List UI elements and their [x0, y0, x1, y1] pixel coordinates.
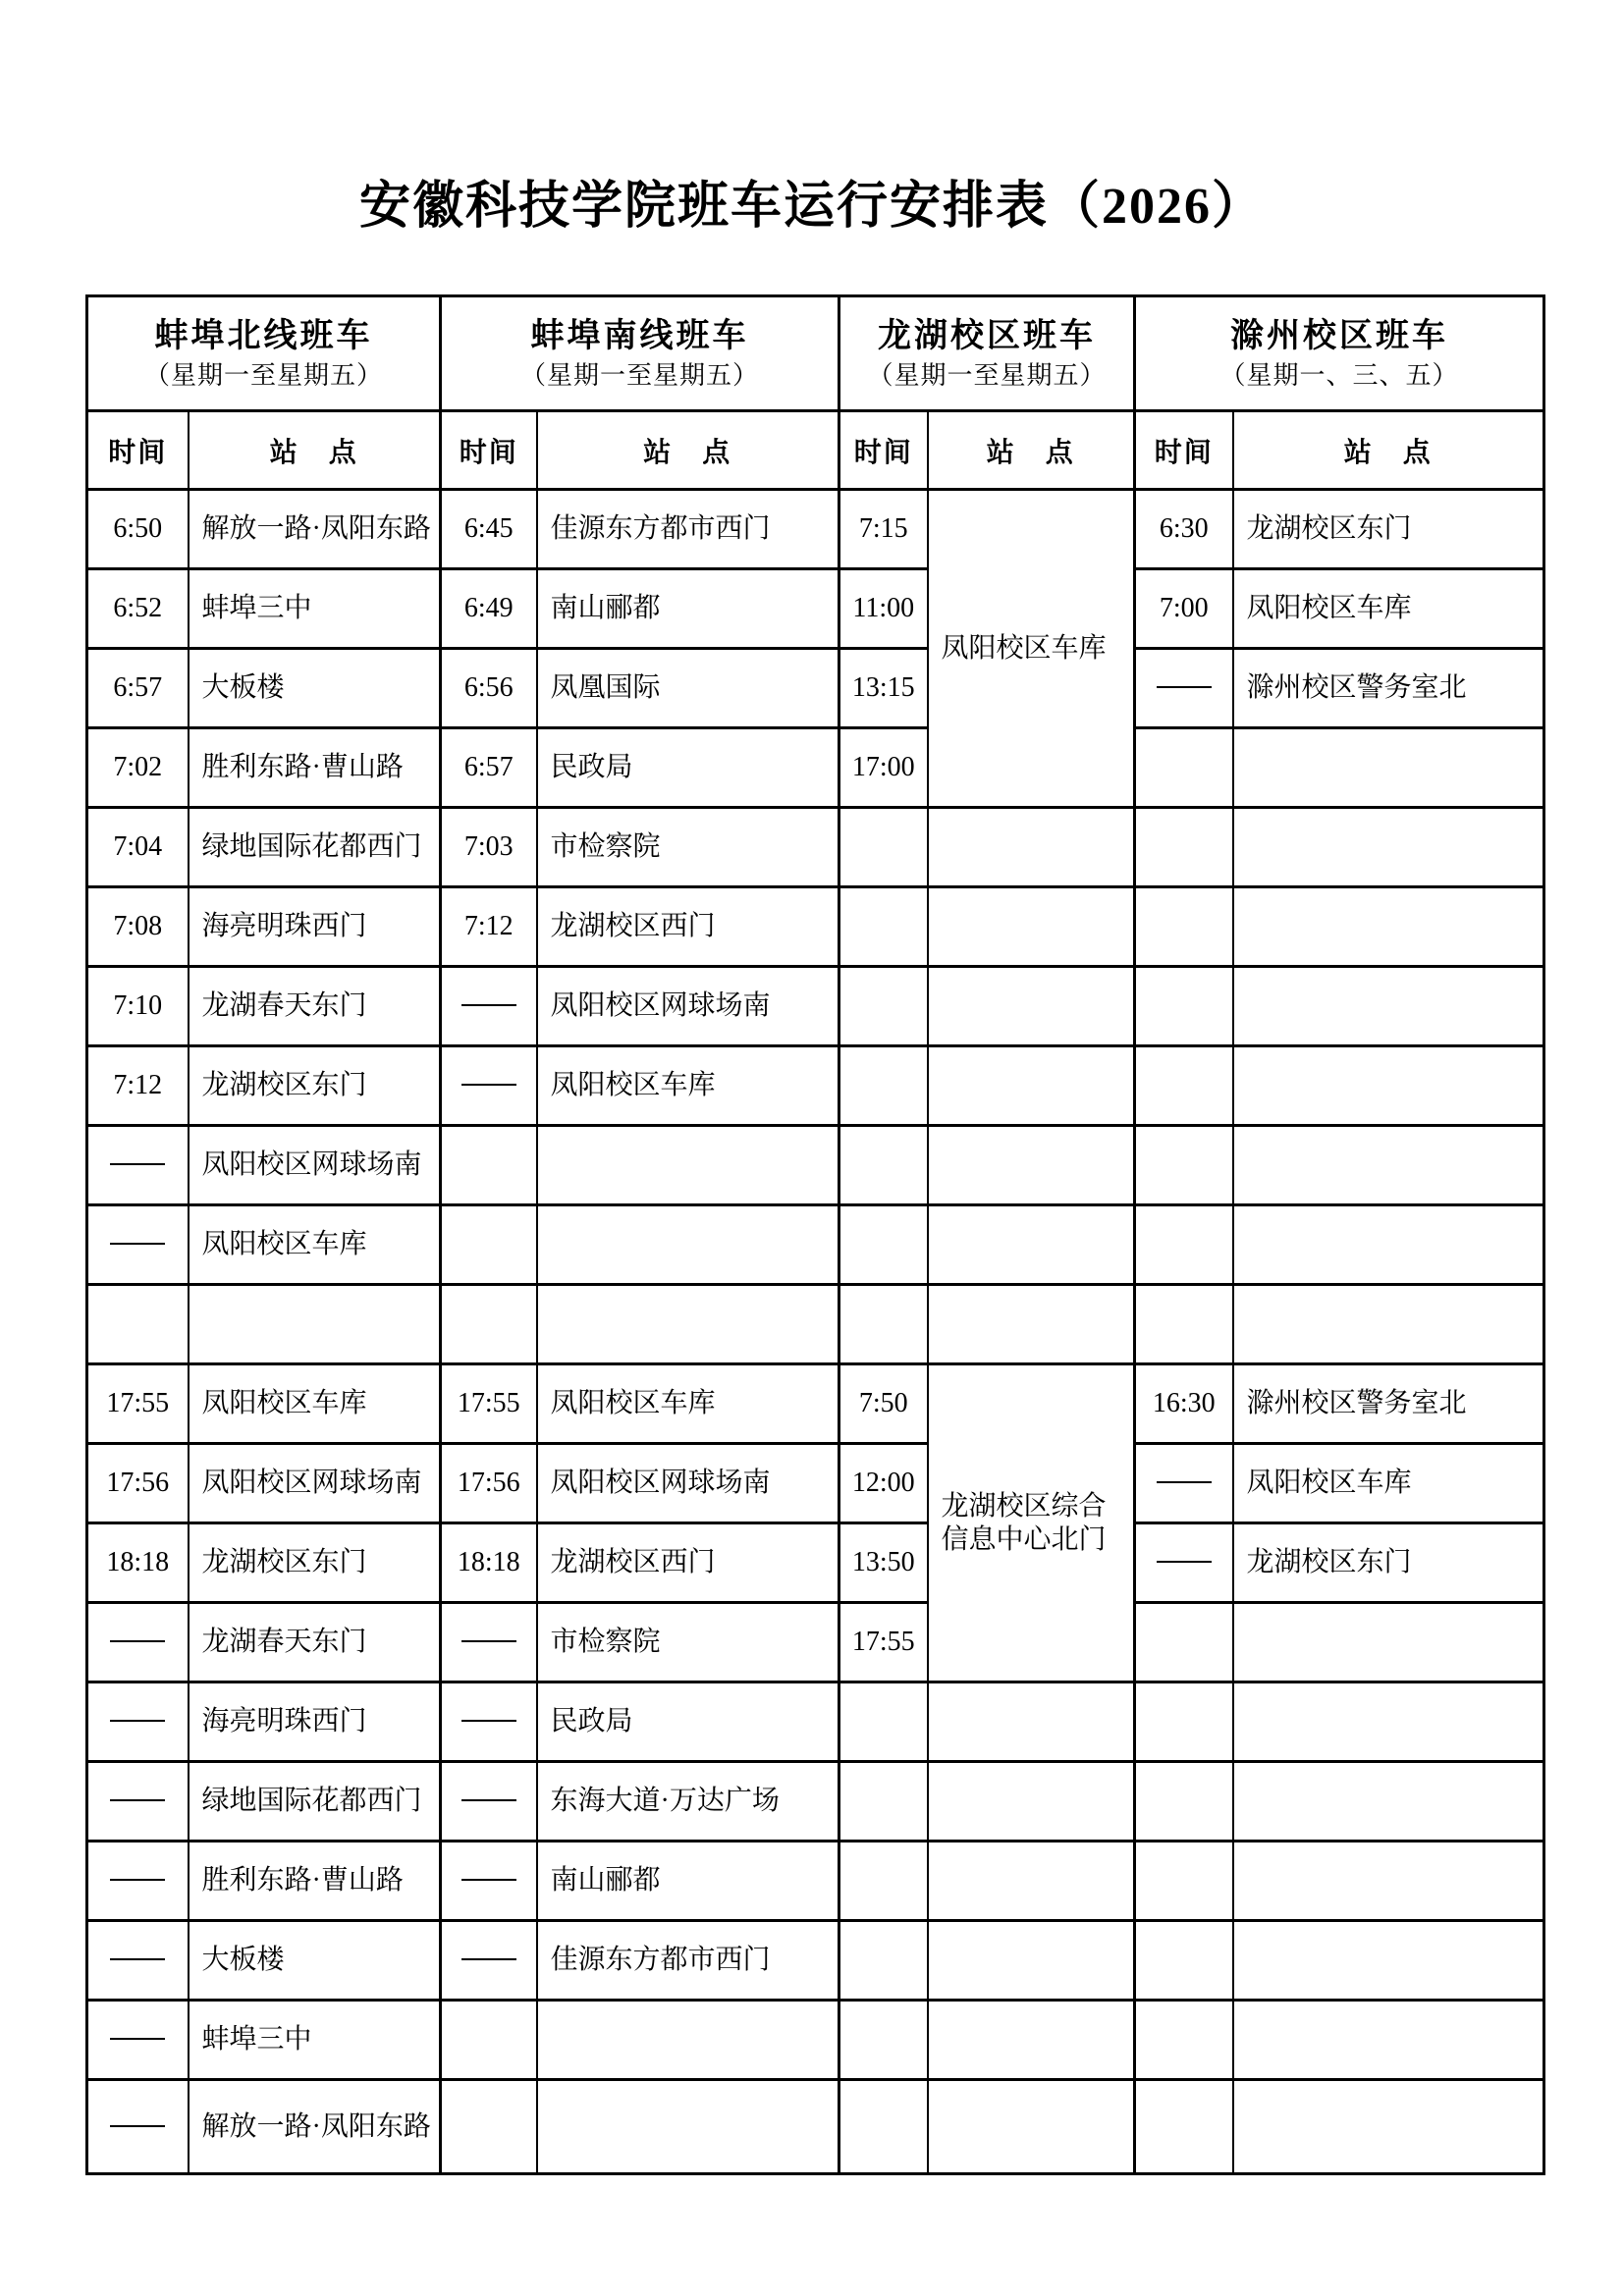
bus-schedule-table: [85, 294, 1545, 2175]
table-row: [87, 2080, 1544, 2174]
time-cell: [441, 1285, 537, 1364]
table-row: [87, 808, 1544, 887]
time-cell: 7:03: [441, 808, 537, 887]
station-cell: 市检察院: [537, 1603, 839, 1682]
group-header-bengbu-south: [441, 296, 839, 411]
station-cell: [928, 1682, 1135, 1762]
table-row: [87, 887, 1544, 967]
time-cell: [839, 967, 928, 1046]
dash-mark: [110, 1163, 165, 1165]
station-cell-merged: 凤阳校区车库: [928, 490, 1135, 808]
table-head: [87, 296, 1544, 490]
time-cell: [839, 1762, 928, 1842]
group-header-longhu-campus: [839, 296, 1135, 411]
dash-mark: [461, 1799, 516, 1801]
time-cell: [87, 2001, 189, 2080]
station-cell: 蚌埠三中: [189, 569, 441, 649]
time-cell: [87, 1285, 189, 1364]
station-cell: [1233, 1603, 1544, 1682]
station-cell: [537, 1126, 839, 1205]
group-header-chuzhou-campus: [1135, 296, 1544, 411]
time-cell: 7:15: [839, 490, 928, 569]
dash-mark: [461, 1640, 516, 1642]
table-row: [87, 2001, 1544, 2080]
station-header: 站 点: [928, 411, 1135, 490]
station-cell: 佳源东方都市西门: [537, 490, 839, 569]
time-cell: 11:00: [839, 569, 928, 649]
station-cell: 凤阳校区车库: [189, 1364, 441, 1444]
time-cell: 6:45: [441, 490, 537, 569]
time-cell: 17:55: [839, 1603, 928, 1682]
station-cell: 南山郦都: [537, 569, 839, 649]
station-header: 站 点: [189, 411, 441, 490]
dash-mark: [461, 1958, 516, 1960]
time-cell: [1135, 1682, 1233, 1762]
dash-mark: [110, 2038, 165, 2040]
station-cell: [928, 2080, 1135, 2174]
time-cell: [441, 1205, 537, 1285]
time-cell: 13:50: [839, 1523, 928, 1603]
time-header: 时间: [1135, 411, 1233, 490]
time-cell: [87, 1603, 189, 1682]
group-subtitle: （星期一、三、五）: [1219, 361, 1459, 390]
station-cell: [1233, 2080, 1544, 2174]
time-cell: 7:12: [87, 1046, 189, 1126]
time-cell: [839, 1126, 928, 1205]
station-cell: [1233, 1762, 1544, 1842]
time-cell: 7:00: [1135, 569, 1233, 649]
table-row: [87, 649, 1544, 728]
group-subtitle: （星期一至星期五）: [144, 361, 384, 390]
dash-mark: [110, 1958, 165, 1960]
time-cell: [1135, 1046, 1233, 1126]
station-cell: 龙湖春天东门: [189, 1603, 441, 1682]
table-row: [87, 1523, 1544, 1603]
time-cell: [1135, 2080, 1233, 2174]
table-row: [87, 967, 1544, 1046]
station-cell: 龙湖校区西门: [537, 887, 839, 967]
station-cell: 蚌埠三中: [189, 2001, 441, 2080]
table-row: [87, 728, 1544, 808]
time-cell: [441, 1126, 537, 1205]
time-cell: [1135, 1523, 1233, 1603]
dash-mark: [461, 1084, 516, 1086]
station-cell: [1233, 728, 1544, 808]
table-row: [87, 1444, 1544, 1523]
time-cell: 7:08: [87, 887, 189, 967]
dash-mark: [1157, 1561, 1212, 1563]
table-row: [87, 1842, 1544, 1921]
group-title: 龙湖校区班车: [878, 318, 1097, 354]
station-cell: 海亮明珠西门: [189, 1682, 441, 1762]
station-cell: [928, 1046, 1135, 1126]
station-cell: [537, 2080, 839, 2174]
time-cell: [441, 2080, 537, 2174]
station-cell: [928, 2001, 1135, 2080]
time-cell: 7:50: [839, 1364, 928, 1444]
station-cell: [1233, 1126, 1544, 1205]
station-cell: [1233, 887, 1544, 967]
dash-mark: [110, 1879, 165, 1881]
station-cell: 凤阳校区车库: [537, 1364, 839, 1444]
time-cell: [441, 1046, 537, 1126]
station-header: 站 点: [1233, 411, 1544, 490]
time-cell: [1135, 887, 1233, 967]
station-cell: [537, 2001, 839, 2080]
station-header: 站 点: [537, 411, 839, 490]
time-cell: [441, 1603, 537, 1682]
station-cell: 民政局: [537, 1682, 839, 1762]
station-cell: 凤阳校区车库: [1233, 569, 1544, 649]
station-cell: 凤阳校区车库: [537, 1046, 839, 1126]
time-cell: [1135, 1285, 1233, 1364]
station-cell: [1233, 1205, 1544, 1285]
time-cell: 7:04: [87, 808, 189, 887]
time-cell: 6:50: [87, 490, 189, 569]
station-cell: 胜利东路·曹山路: [189, 728, 441, 808]
time-cell: 13:15: [839, 649, 928, 728]
station-cell: 龙湖校区东门: [1233, 490, 1544, 569]
time-cell: [1135, 728, 1233, 808]
time-cell: [1135, 808, 1233, 887]
time-cell: 17:55: [87, 1364, 189, 1444]
dash-mark: [461, 1720, 516, 1722]
time-cell: [1135, 1444, 1233, 1523]
station-cell: 滁州校区警务室北: [1233, 1364, 1544, 1444]
station-cell: 龙湖校区东门: [189, 1046, 441, 1126]
dash-mark: [110, 1720, 165, 1722]
station-cell: [1233, 808, 1544, 887]
time-cell: [1135, 1205, 1233, 1285]
station-cell: [928, 1842, 1135, 1921]
station-cell: 大板楼: [189, 1921, 441, 2001]
station-cell: 龙湖校区东门: [189, 1523, 441, 1603]
time-cell: 17:56: [87, 1444, 189, 1523]
group-title: 蚌埠北线班车: [154, 318, 373, 354]
time-cell: [839, 2080, 928, 2174]
time-cell: [87, 1126, 189, 1205]
station-cell: 胜利东路·曹山路: [189, 1842, 441, 1921]
time-cell: 7:10: [87, 967, 189, 1046]
station-cell: 绿地国际花都西门: [189, 808, 441, 887]
time-cell: [1135, 967, 1233, 1046]
time-cell: [441, 2001, 537, 2080]
table-body: [87, 490, 1544, 2174]
station-cell: 滁州校区警务室北: [1233, 649, 1544, 728]
station-cell: 龙湖春天东门: [189, 967, 441, 1046]
time-cell: 17:00: [839, 728, 928, 808]
time-cell: [87, 1921, 189, 2001]
table-row: [87, 1364, 1544, 1444]
time-cell: [839, 1682, 928, 1762]
time-cell: [441, 1762, 537, 1842]
time-cell: [1135, 1126, 1233, 1205]
time-cell: [87, 1205, 189, 1285]
dash-mark: [1157, 686, 1212, 688]
station-cell: [928, 808, 1135, 887]
dash-mark: [110, 1799, 165, 1801]
time-cell: [441, 1682, 537, 1762]
station-cell: 凤阳校区车库: [1233, 1444, 1544, 1523]
station-cell: [928, 1205, 1135, 1285]
time-cell: 6:56: [441, 649, 537, 728]
table-row: [87, 569, 1544, 649]
time-cell: 18:18: [441, 1523, 537, 1603]
station-cell: [1233, 1682, 1544, 1762]
station-cell: 凤阳校区网球场南: [189, 1126, 441, 1205]
time-cell: 6:57: [87, 649, 189, 728]
time-cell: 6:52: [87, 569, 189, 649]
table-row: [87, 1205, 1544, 1285]
table-row: [87, 490, 1544, 569]
station-cell: [1233, 1285, 1544, 1364]
dash-mark: [461, 1879, 516, 1881]
station-cell: [928, 887, 1135, 967]
time-header: 时间: [839, 411, 928, 490]
group-title: 蚌埠南线班车: [530, 318, 749, 354]
group-subtitle: （星期一至星期五）: [867, 361, 1107, 390]
time-cell: [441, 1921, 537, 2001]
time-cell: 16:30: [1135, 1364, 1233, 1444]
station-cell: 龙湖校区西门: [537, 1523, 839, 1603]
time-cell: [839, 1205, 928, 1285]
table-row: [87, 1126, 1544, 1205]
time-cell: 17:56: [441, 1444, 537, 1523]
time-cell: 7:12: [441, 887, 537, 967]
time-cell: [1135, 1603, 1233, 1682]
time-cell: [1135, 1762, 1233, 1842]
dash-mark: [1157, 1481, 1212, 1483]
station-cell: 海亮明珠西门: [189, 887, 441, 967]
time-cell: [1135, 1842, 1233, 1921]
time-header: 时间: [87, 411, 189, 490]
station-cell: [928, 1921, 1135, 2001]
time-cell: [1135, 2001, 1233, 2080]
group-header-bengbu-north: [87, 296, 441, 411]
group-header-row: [87, 296, 1544, 411]
time-cell: [839, 1842, 928, 1921]
time-cell: 12:00: [839, 1444, 928, 1523]
dash-mark: [110, 2125, 165, 2127]
time-cell: 6:49: [441, 569, 537, 649]
table-row: [87, 1762, 1544, 1842]
time-cell: [1135, 1921, 1233, 2001]
time-cell: [87, 1682, 189, 1762]
time-cell: [839, 1921, 928, 2001]
station-cell: 解放一路·凤阳东路: [189, 490, 441, 569]
station-cell: 绿地国际花都西门: [189, 1762, 441, 1842]
station-cell: 市检察院: [537, 808, 839, 887]
station-cell: [537, 1285, 839, 1364]
station-cell: 凤阳校区车库: [189, 1205, 441, 1285]
time-cell: [1135, 649, 1233, 728]
time-cell: [839, 887, 928, 967]
time-cell: [441, 1842, 537, 1921]
time-cell: [441, 967, 537, 1046]
column-header-row: [87, 411, 1544, 490]
dash-mark: [461, 1004, 516, 1006]
station-cell: 东海大道·万达广场: [537, 1762, 839, 1842]
station-cell: [189, 1285, 441, 1364]
station-cell: [1233, 1046, 1544, 1126]
station-cell: [1233, 2001, 1544, 2080]
time-cell: 17:55: [441, 1364, 537, 1444]
time-cell: 6:30: [1135, 490, 1233, 569]
station-cell: 凤阳校区网球场南: [537, 967, 839, 1046]
station-cell: 民政局: [537, 728, 839, 808]
station-cell: 凤阳校区网球场南: [189, 1444, 441, 1523]
station-cell: 凤阳校区网球场南: [537, 1444, 839, 1523]
station-cell: 龙湖校区东门: [1233, 1523, 1544, 1603]
station-cell: [928, 1285, 1135, 1364]
page-title: 安徽科技学院班车运行安排表（2026）: [358, 179, 1265, 235]
table-row: [87, 1682, 1544, 1762]
time-cell: 7:02: [87, 728, 189, 808]
station-cell: [928, 967, 1135, 1046]
station-cell: [928, 1126, 1135, 1205]
dash-mark: [110, 1640, 165, 1642]
station-cell: 佳源东方都市西门: [537, 1921, 839, 2001]
time-cell: [839, 1046, 928, 1126]
time-cell: [839, 2001, 928, 2080]
station-cell: [928, 1762, 1135, 1842]
table-row: [87, 1603, 1544, 1682]
station-cell: [1233, 967, 1544, 1046]
table-row: [87, 1046, 1544, 1126]
table-row: [87, 1285, 1544, 1364]
time-cell: [839, 1285, 928, 1364]
time-cell: [839, 808, 928, 887]
time-header: 时间: [441, 411, 537, 490]
time-cell: [87, 2080, 189, 2174]
time-cell: 6:57: [441, 728, 537, 808]
station-cell: 大板楼: [189, 649, 441, 728]
station-cell-merged: 龙湖校区综合信息中心北门: [928, 1364, 1135, 1682]
station-cell: [1233, 1921, 1544, 2001]
dash-mark: [110, 1243, 165, 1245]
table-row: [87, 1921, 1544, 2001]
station-cell: 南山郦都: [537, 1842, 839, 1921]
station-cell: [537, 1205, 839, 1285]
time-cell: [87, 1842, 189, 1921]
station-cell: 凤凰国际: [537, 649, 839, 728]
station-cell: 解放一路·凤阳东路: [189, 2080, 441, 2174]
group-subtitle: （星期一至星期五）: [520, 361, 760, 390]
time-cell: 18:18: [87, 1523, 189, 1603]
group-title: 滁州校区班车: [1230, 318, 1449, 354]
station-cell: [1233, 1842, 1544, 1921]
time-cell: [87, 1762, 189, 1842]
